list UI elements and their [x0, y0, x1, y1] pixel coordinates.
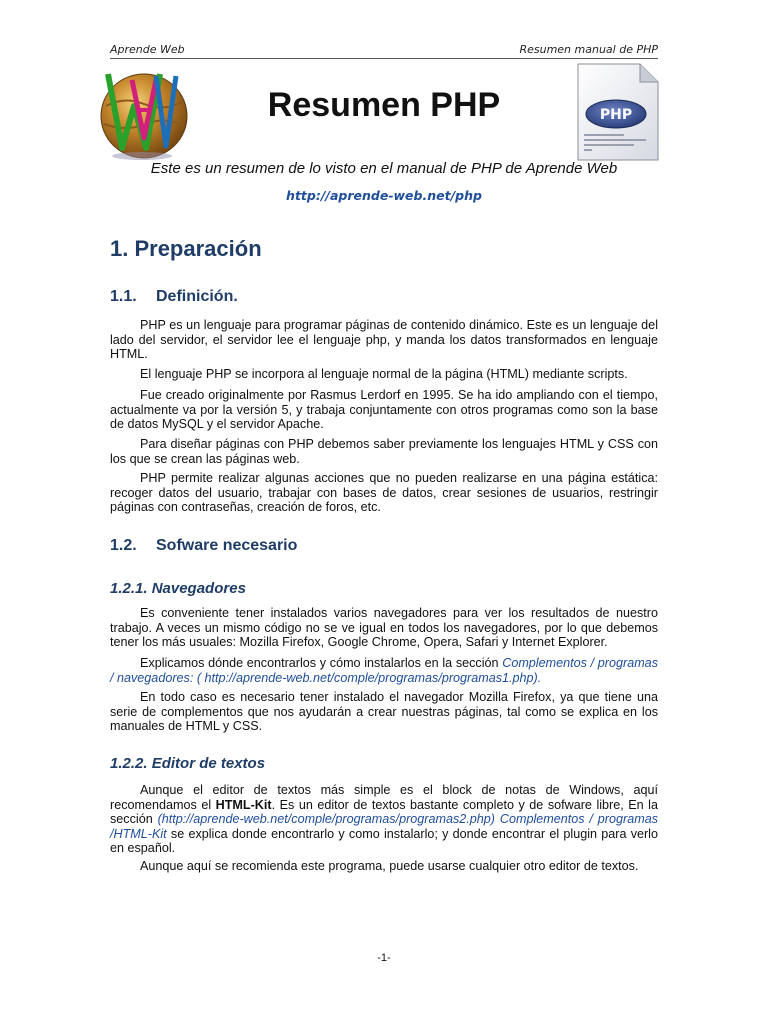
html-kit-name: HTML-Kit — [215, 797, 272, 812]
paragraph: Para diseñar páginas con PHP debemos saber previamente los lenguajes HTML y CSS con los que se crean las páginas web. — [110, 437, 658, 466]
php-logo-text: PHP — [599, 107, 633, 123]
subsection-heading-definicion — [110, 288, 238, 306]
subsubsection-heading-navegadores: 1.2.1. Navegadores — [110, 580, 246, 597]
paragraph: El lenguaje PHP se incorpora al lenguaje normal de la página (HTML) mediante scripts. — [140, 367, 628, 381]
subsection-number: 1.1. — [110, 288, 137, 305]
document-url-link[interactable]: http://aprende-web.net/php — [286, 188, 482, 203]
paragraph: PHP es un lenguaje para programar páginas de contenido dinámico. Este es un lenguaje del lado del servidor, el servidor lee el lenguaje php, y manda los datos transformados en lenguaje HTML. — [110, 318, 658, 362]
paragraph-text: se explica donde encontrarlo y como instalarlo; y donde encontrar el plugin para verlo en español. — [110, 826, 658, 856]
paragraph: Aunque aquí se recomienda este programa, puede usarse cualquier otro editor de textos. — [140, 859, 639, 873]
document-title: Resumen PHP — [267, 86, 501, 124]
running-header-right: Resumen manual de PHP — [519, 43, 658, 56]
paragraph-text: . Es un editor de textos bastante completo y de sofware libre, En la sección — [110, 797, 658, 827]
subsection-title: Definición. — [156, 288, 238, 305]
paragraph — [110, 783, 658, 856]
paragraph: PHP permite realizar algunas acciones que no pueden realizarse en una página estática: recoger datos del usuario, trabajar con bases de datos, crear sesiones de usuarios, restringir páginas con contraseñas, creación de foros, etc. — [110, 471, 658, 515]
document-subtitle: Este es un resumen de lo visto en el manual de PHP de Aprende Web — [150, 160, 618, 177]
header-rule — [110, 58, 658, 59]
paragraph: En todo caso es necesario tener instalado el navegador Mozilla Firefox, ya que tiene una serie de complementos que nos ayudarán a crear nuestras páginas, tal como se explica en los manuales de HTML y CSS. — [110, 690, 658, 734]
subsection-number: 1.2. — [110, 537, 137, 554]
running-header-left: Aprende Web — [110, 43, 185, 56]
paragraph: Fue creado originalmente por Rasmus Lerdorf en 1995. Se ha ido ampliando con el tiempo, actualmente va por la versión 5, y trabaja conjuntamente con otros programas como son la base de datos MySQL y el servidor Apache. — [110, 388, 658, 432]
paragraph — [110, 656, 658, 685]
complementos-html-kit-link[interactable]: (http://aprende-web.net/comple/programas/programas2.php) Complementos / programas /HTML-Kit — [110, 812, 658, 841]
page-number: -1- — [377, 952, 391, 964]
subsection-title: Sofware necesario — [156, 537, 298, 554]
complementos-navegadores-link[interactable]: Complementos / programas / navegadores: ( http://aprende-web.net/comple/programas/programas1.php). — [110, 656, 658, 685]
paragraph-text: Explicamos dónde encontrarlos y cómo instalarlos en la sección — [140, 656, 503, 670]
subsection-heading-sofware — [110, 537, 297, 555]
section-heading-preparacion: 1. Preparación — [110, 236, 262, 261]
paragraph: Es conveniente tener instalados varios navegadores para ver los resultados de nuestro trabajo. A veces un mismo código no se ve igual en todos los navegadores, por lo que debemos tener los más usuales: Mozilla Firefox, Google Chrome, Opera, Safari y Internet Explorer. — [110, 606, 658, 650]
paragraph-text: Aunque el editor de textos más simple es el block de notas de Windows, aquí recomendamos el — [110, 783, 658, 812]
subsubsection-heading-editor: 1.2.2. Editor de textos — [110, 755, 266, 772]
